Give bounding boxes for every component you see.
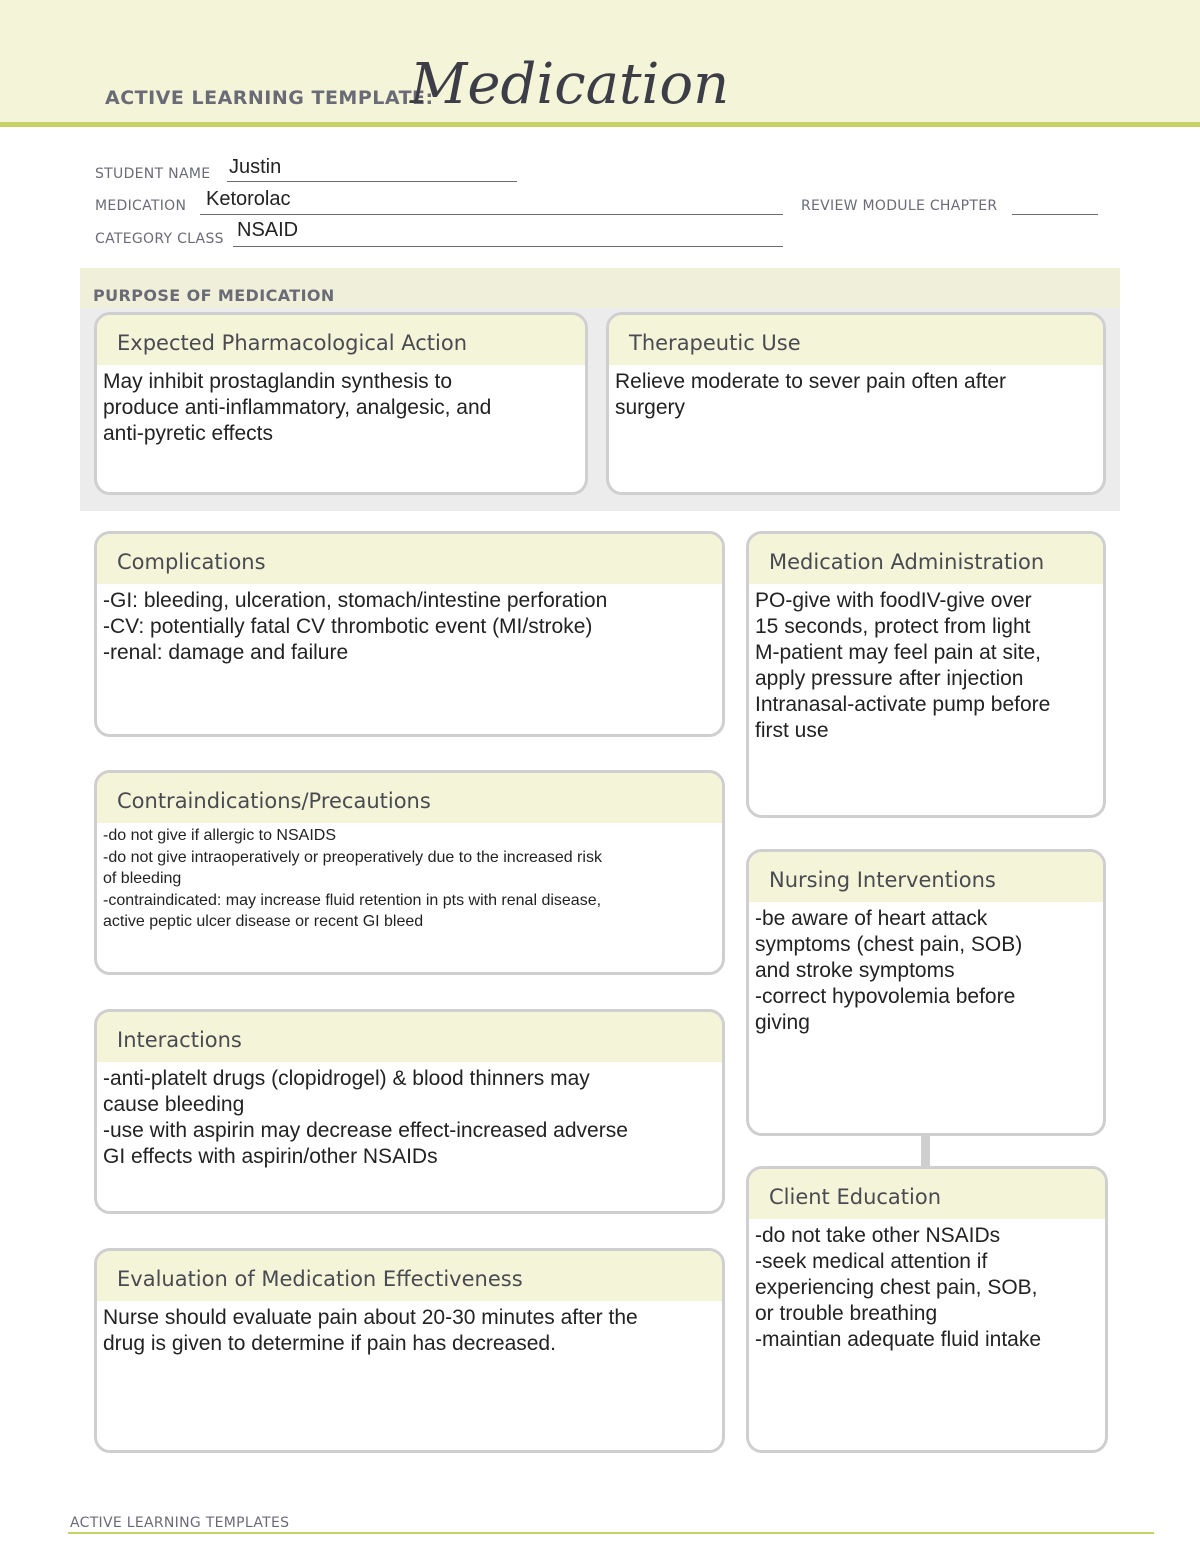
footer-label: ACTIVE LEARNING TEMPLATES — [70, 1515, 290, 1531]
medication-value[interactable]: Ketorolac — [206, 188, 291, 210]
review-module-line — [1012, 214, 1098, 215]
therapeutic-use-title: Therapeutic Use — [609, 315, 1103, 365]
medication-label: MEDICATION — [95, 198, 187, 214]
nursing-interventions-box — [746, 849, 1106, 1136]
header-divider — [0, 122, 1200, 127]
footer-divider — [68, 1532, 1154, 1534]
administration-body[interactable]: PO-give with foodIV-give over 15 seconds, protect from light M-patient may feel pain at site, apply pressure after injection Intranasal-activate pump before first use — [755, 589, 1051, 742]
student-name-value[interactable]: Justin — [229, 156, 282, 178]
administration-title: Medication Administration — [749, 534, 1103, 584]
purpose-label: PURPOSE OF MEDICATION — [93, 286, 335, 305]
page-title: Medication — [410, 52, 730, 117]
administration-box — [746, 531, 1106, 818]
therapeutic-use-body[interactable]: Relieve moderate to sever pain often after surgery — [615, 370, 1007, 419]
therapeutic-use-box — [606, 312, 1106, 495]
contraindications-box — [94, 770, 725, 975]
interactions-title: Interactions — [97, 1012, 722, 1062]
contraindications-body[interactable]: -do not give if allergic to NSAIDS -do not give intraoperatively or preoperatively due to the increased risk of bleeding -contraindicated: may increase fluid retention in pts with renal disease, active peptic ulcer disease or recent GI bleed — [103, 827, 602, 930]
evaluation-box — [94, 1248, 725, 1453]
complications-body[interactable]: -GI: bleeding, ulceration, stomach/intestine perforation -CV: potentially fatal CV thrombotic event (MI/stroke) -renal: damage and failure — [103, 589, 608, 664]
evaluation-body[interactable]: Nurse should evaluate pain about 20-30 minutes after the drug is given to determine if pain has decreased. — [103, 1306, 638, 1355]
expected-action-box — [94, 312, 588, 495]
evaluation-title: Evaluation of Medication Effectiveness — [97, 1251, 722, 1301]
interactions-body[interactable]: -anti-platelt drugs (clopidrogel) & blood thinners may cause bleeding -use with aspirin may decrease effect-increased adverse GI effects with aspirin/other NSAIDs — [103, 1067, 628, 1168]
student-name-line — [227, 181, 517, 182]
template-label: ACTIVE LEARNING TEMPLATE: — [105, 87, 434, 109]
complications-title: Complications — [97, 534, 722, 584]
interactions-box — [94, 1009, 725, 1214]
purpose-header — [80, 268, 1120, 308]
section-connector — [921, 1136, 930, 1166]
category-class-label: CATEGORY CLASS — [95, 231, 224, 247]
category-class-value[interactable]: NSAID — [237, 219, 299, 241]
expected-action-body[interactable]: May inhibit prostaglandin synthesis to produce anti-inflammatory, analgesic, and anti-pyretic effects — [103, 370, 492, 445]
medication-line — [200, 214, 783, 215]
client-education-title: Client Education — [749, 1169, 1105, 1219]
nursing-interventions-body[interactable]: -be aware of heart attack symptoms (chest pain, SOB) and stroke symptoms -correct hypovolemia before giving — [755, 907, 1023, 1034]
expected-action-title: Expected Pharmacological Action — [97, 315, 585, 365]
contraindications-title: Contraindications/Precautions — [97, 773, 722, 823]
student-name-label: STUDENT NAME — [95, 166, 211, 182]
complications-box — [94, 531, 725, 737]
client-education-body[interactable]: -do not take other NSAIDs -seek medical attention if experiencing chest pain, SOB, or trouble breathing -maintian adequate fluid intake — [755, 1224, 1042, 1351]
nursing-interventions-title: Nursing Interventions — [749, 852, 1103, 902]
category-class-line — [233, 246, 783, 247]
review-module-label: REVIEW MODULE CHAPTER — [801, 198, 998, 214]
client-education-box — [746, 1166, 1108, 1453]
